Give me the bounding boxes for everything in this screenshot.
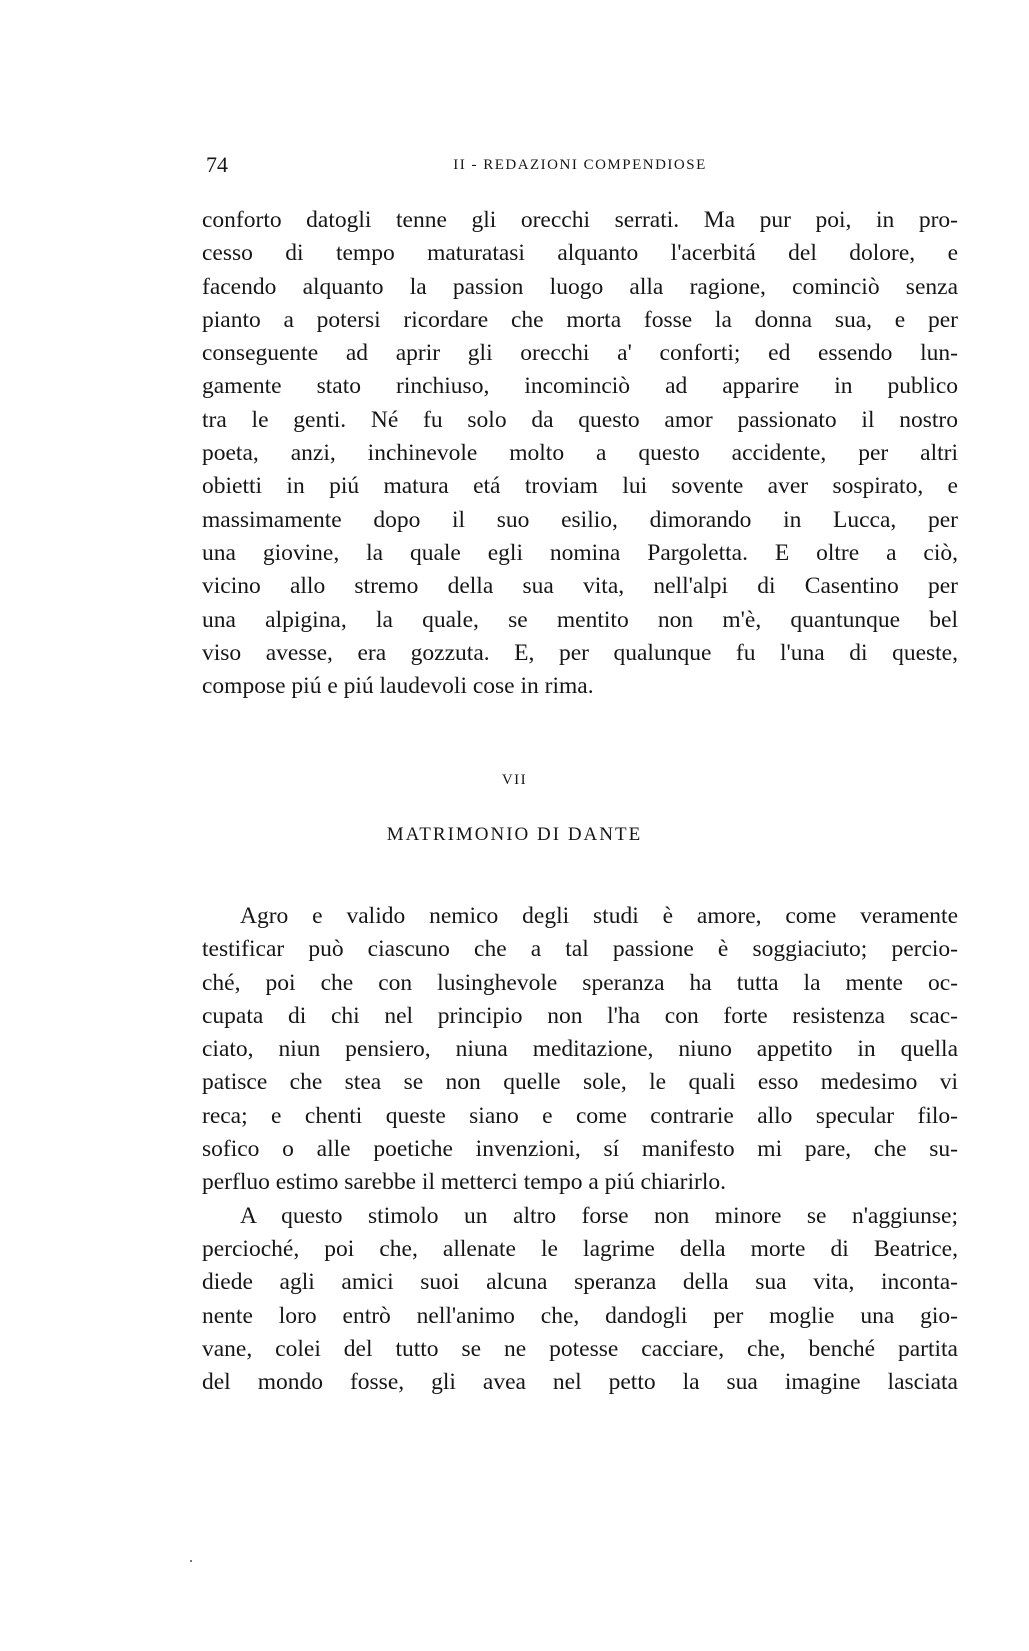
text-line: conforto datogli tenne gli orecchi serrati. Ma pur poi, in pro- — [202, 207, 958, 233]
chapter-title: MATRIMONIO DI DANTE — [386, 824, 643, 845]
text-line: Agro e valido nemico degli studi è amore, come veramente — [240, 903, 958, 929]
text-line: testificar può ciascuno che a tal passione è soggiaciuto; percio- — [202, 936, 958, 963]
text-line: vane, colei del tutto se ne potesse cacciare, che, benché partita — [202, 1335, 958, 1362]
text-line: percioché, poi che, allenate le lagrime della morte di Beatrice, — [202, 1235, 958, 1262]
text-line: tra le genti. Né fu solo da questo amor passionato il nostro — [202, 406, 958, 433]
text-line: patisce che stea se non quelle sole, le quali esso medesimo vi — [202, 1069, 958, 1096]
text-line: una giovine, la quale egli nomina Pargoletta. E oltre a ciò, — [202, 539, 958, 566]
chapter-body — [202, 900, 958, 1399]
text-line: nente loro entrò nell'animo che, dandogli per moglie una gio- — [202, 1302, 958, 1329]
text-line: ciato, niun pensiero, niuna meditazione, niuno appetito in quella — [202, 1036, 958, 1063]
text-line: perfluo estimo sarebbe il metterci tempo a piú chiarirlo. — [202, 1169, 726, 1196]
paragraph — [202, 900, 958, 1200]
page-header — [200, 150, 960, 180]
text-line: cupata di chi nel principio non l'ha con forte resistenza scac- — [202, 1002, 958, 1029]
text-line: ché, poi che con lusinghevole speranza ha tutta la mente oc- — [202, 969, 958, 996]
paragraph — [202, 1200, 958, 1400]
paragraph-continued — [202, 204, 958, 703]
text-line: gamente stato rinchiuso, incominciò ad apparire in publico — [202, 373, 958, 400]
running-head: II - REDAZIONI COMPENDIOSE — [453, 157, 707, 173]
text-line: una alpigina, la quale, se mentito non m'è, quantunque bel — [202, 606, 958, 633]
text-line: A questo stimolo un altro forse non minore se n'aggiunse; — [240, 1202, 958, 1229]
chapter-number: VII — [501, 772, 528, 788]
page-number: 74 — [206, 152, 228, 177]
scan-speck — [190, 1560, 192, 1562]
text-line: viso avesse, era gozzuta. E, per qualunque fu l'una di queste, — [202, 639, 958, 666]
text-line: conseguente ad aprir gli orecchi a' conforti; ed essendo lun- — [202, 340, 958, 367]
text-line: compose piú e piú laudevoli cose in rima. — [202, 673, 594, 700]
text-line: sofico o alle poetiche invenzioni, sí manifesto mi pare, che su- — [202, 1136, 958, 1163]
text-line: reca; e chenti queste siano e come contrarie allo specular filo- — [202, 1102, 958, 1129]
text-line: obietti in piú matura etá troviam lui sovente aver sospirato, e — [202, 473, 958, 500]
text-line: del mondo fosse, gli avea nel petto la sua imagine lasciata — [202, 1369, 958, 1396]
text-line: pianto a potersi ricordare che morta fosse la donna sua, e per — [202, 306, 958, 333]
text-line: vicino allo stremo della sua vita, nell'alpi di Casentino per — [202, 573, 958, 600]
text-line: diede agli amici suoi alcuna speranza della sua vita, inconta- — [202, 1269, 958, 1296]
text-line: facendo alquanto la passion luogo alla ragione, cominciò senza — [202, 273, 958, 300]
text-line: poeta, anzi, inchinevole molto a questo accidente, per altri — [202, 440, 958, 467]
text-line: cesso di tempo maturatasi alquanto l'acerbitá del dolore, e — [202, 240, 958, 267]
text-line: massimamente dopo il suo esilio, dimorando in Lucca, per — [202, 506, 958, 533]
